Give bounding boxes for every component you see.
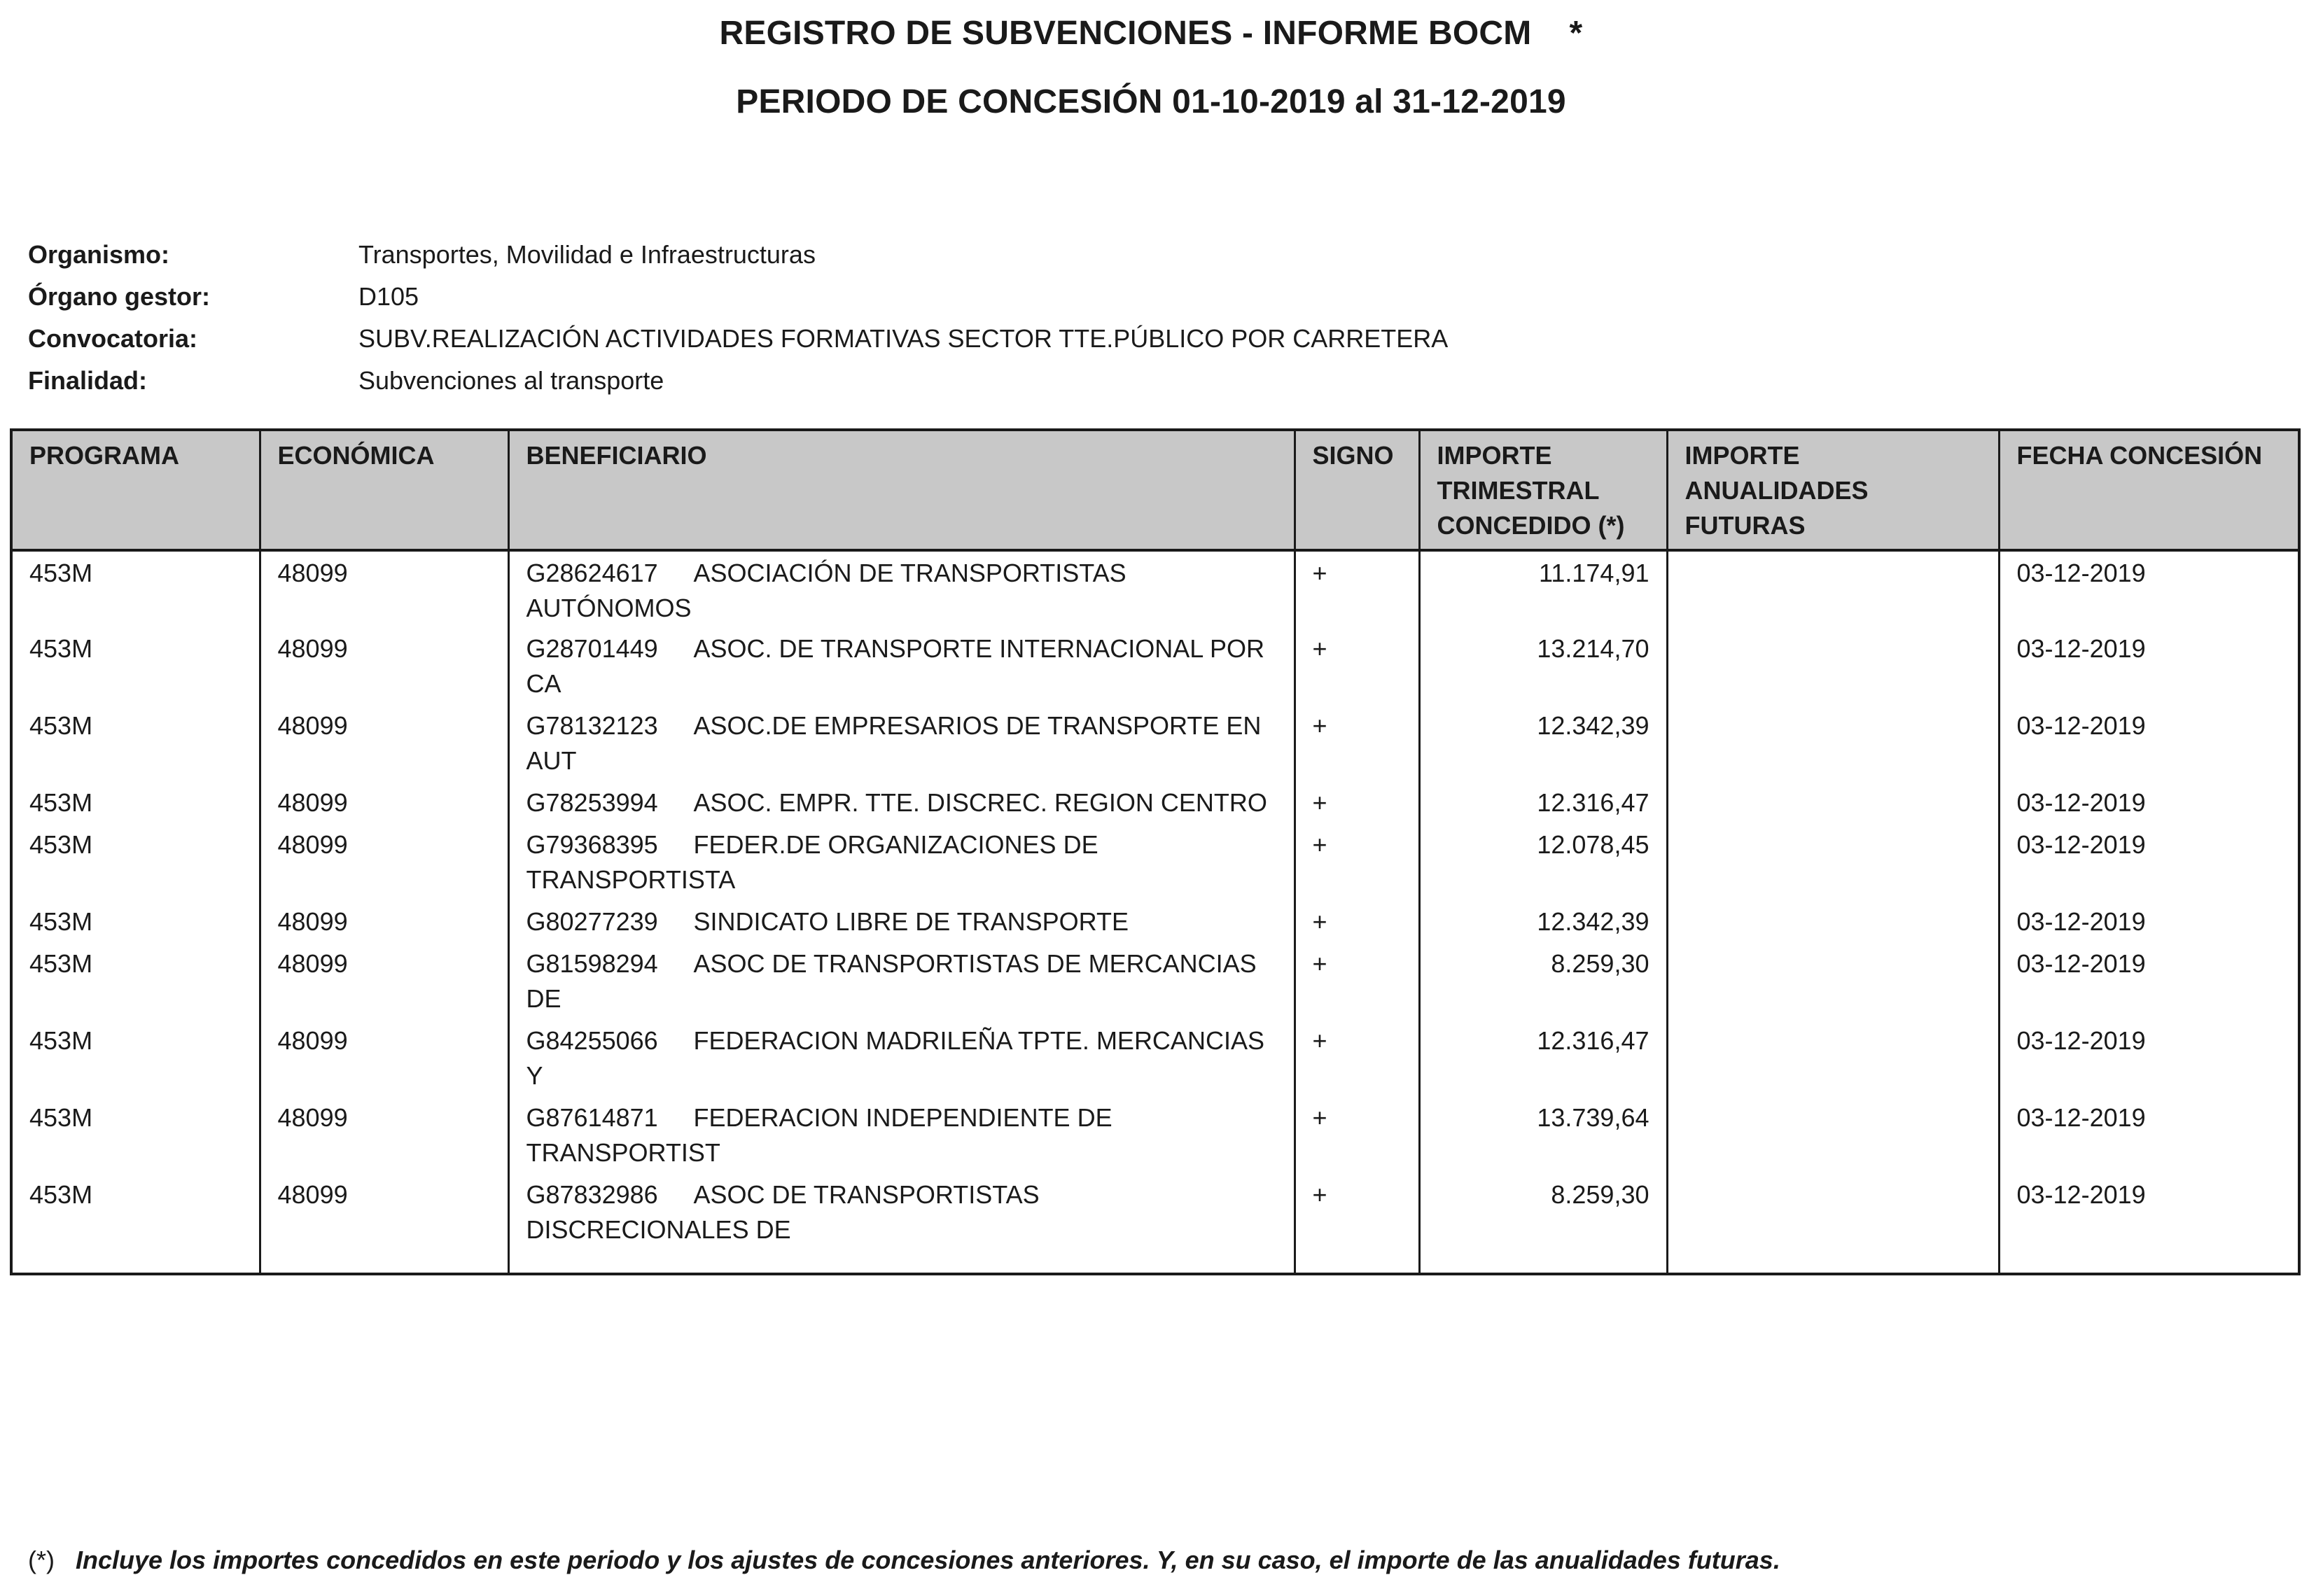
cell-fecha: 03-12-2019 [1999, 781, 2299, 823]
cell-anualidades [1667, 1173, 1999, 1250]
beneficiario-nif: G87614871 [526, 1103, 658, 1132]
cell-signo: + [1295, 1173, 1419, 1250]
cell-economica: 48099 [260, 704, 508, 781]
cell-programa: 453M [11, 1096, 260, 1173]
header-anual-line2: ANUALIDADES [1684, 476, 1869, 505]
header-beneficiario: BENEFICIARIO [508, 430, 1295, 550]
cell-economica: 48099 [260, 781, 508, 823]
table-row [11, 823, 2299, 900]
cell-beneficiario [508, 900, 1295, 942]
table-row [11, 704, 2299, 781]
cell-beneficiario [508, 823, 1295, 900]
cell-signo: + [1295, 823, 1419, 900]
cell-importe: 12.342,39 [1419, 900, 1667, 942]
meta-row-convocatoria [28, 318, 1448, 360]
convocatoria-label: Convocatoria: [28, 324, 198, 353]
cell-anualidades [1667, 550, 1999, 627]
cell-signo: + [1295, 1019, 1419, 1096]
cell-importe: 12.078,45 [1419, 823, 1667, 900]
cell-anualidades [1667, 900, 1999, 942]
cell-fecha: 03-12-2019 [1999, 1173, 2299, 1250]
table-row [11, 942, 2299, 1019]
cell-anualidades [1667, 781, 1999, 823]
beneficiario-line2: DISCRECIONALES DE [526, 1215, 791, 1244]
beneficiario-line1 [526, 556, 1277, 591]
cell-importe: 11.174,91 [1419, 550, 1667, 627]
beneficiario-nif: G81598294 [526, 949, 658, 978]
beneficiario-line2: CA [526, 669, 561, 698]
table-row [11, 1096, 2299, 1173]
footnote-text: Incluye los importes concedidos en este periodo y los ajustes de concesiones anteriores. Y, en su caso, el importe de las anualidades futuras. [76, 1546, 1780, 1574]
beneficiario-line1 [526, 1100, 1277, 1135]
beneficiario-nombre: ASOC DE TRANSPORTISTAS DE MERCANCIAS [693, 949, 1257, 978]
table-header-row [11, 430, 2299, 550]
report-metadata [28, 234, 1448, 402]
cell-anualidades [1667, 823, 1999, 900]
cell-beneficiario [508, 550, 1295, 627]
beneficiario-nif: G78253994 [526, 788, 658, 817]
beneficiario-line1 [526, 904, 1277, 939]
beneficiario-line2: DE [526, 984, 561, 1013]
cell-fecha: 03-12-2019 [1999, 1096, 2299, 1173]
cell-beneficiario [508, 704, 1295, 781]
beneficiario-line2: TRANSPORTIST [526, 1138, 720, 1167]
beneficiario-line1 [526, 827, 1277, 862]
beneficiario-line2: Y [526, 1061, 543, 1090]
report-title: REGISTRO DE SUBVENCIONES - INFORME BOCM * [719, 15, 1583, 52]
cell-signo: + [1295, 900, 1419, 942]
beneficiario-nif: G78132123 [526, 711, 658, 740]
cell-beneficiario [508, 942, 1295, 1019]
header-anualidades-futuras [1667, 430, 1999, 550]
organo-gestor-label: Órgano gestor: [28, 282, 211, 311]
header-anual-line3: FUTURAS [1684, 511, 1806, 540]
cell-fecha: 03-12-2019 [1999, 704, 2299, 781]
beneficiario-line2: AUT [526, 746, 577, 775]
cell-importe: 8.259,30 [1419, 942, 1667, 1019]
cell-programa: 453M [11, 781, 260, 823]
cell-economica: 48099 [260, 550, 508, 627]
beneficiario-line2: TRANSPORTISTA [526, 865, 736, 894]
beneficiario-nombre: FEDERACION INDEPENDIENTE DE [693, 1103, 1112, 1132]
cell-economica: 48099 [260, 823, 508, 900]
beneficiario-nombre: FEDER.DE ORGANIZACIONES DE [693, 830, 1098, 859]
cell-programa: 453M [11, 1019, 260, 1096]
beneficiario-line1 [526, 631, 1277, 666]
header-importe-line3: CONCEDIDO (*) [1437, 511, 1625, 540]
beneficiario-nombre: FEDERACION MADRILEÑA TPTE. MERCANCIAS [693, 1026, 1264, 1055]
cell-importe: 12.316,47 [1419, 1019, 1667, 1096]
cell-importe: 13.214,70 [1419, 627, 1667, 704]
beneficiario-nif: G28701449 [526, 634, 658, 663]
beneficiario-line1 [526, 1177, 1277, 1212]
header-programa: PROGRAMA [11, 430, 260, 550]
cell-importe: 8.259,30 [1419, 1173, 1667, 1250]
cell-signo: + [1295, 942, 1419, 1019]
cell-importe: 13.739,64 [1419, 1096, 1667, 1173]
cell-fecha: 03-12-2019 [1999, 942, 2299, 1019]
header-importe-trimestral [1419, 430, 1667, 550]
cell-programa: 453M [11, 823, 260, 900]
table-row [11, 550, 2299, 627]
cell-beneficiario [508, 1173, 1295, 1250]
cell-beneficiario [508, 781, 1295, 823]
header-signo: SIGNO [1295, 430, 1419, 550]
finalidad-value: Subvenciones al transporte [358, 366, 664, 395]
beneficiario-nif: G80277239 [526, 907, 658, 936]
cell-signo: + [1295, 1096, 1419, 1173]
beneficiario-nombre: ASOCIACIÓN DE TRANSPORTISTAS [693, 559, 1126, 587]
footnote-mark: (*) [28, 1546, 55, 1574]
cell-fecha: 03-12-2019 [1999, 823, 2299, 900]
cell-fecha: 03-12-2019 [1999, 1019, 2299, 1096]
cell-fecha: 03-12-2019 [1999, 550, 2299, 627]
cell-importe: 12.342,39 [1419, 704, 1667, 781]
table-filler-row [11, 1250, 2299, 1274]
finalidad-label: Finalidad: [28, 366, 147, 395]
cell-fecha: 03-12-2019 [1999, 900, 2299, 942]
cell-economica: 48099 [260, 1096, 508, 1173]
cell-beneficiario [508, 627, 1295, 704]
cell-beneficiario [508, 1019, 1295, 1096]
header-importe-line1: IMPORTE [1437, 441, 1552, 470]
footnote [28, 1546, 1780, 1575]
beneficiario-nif: G84255066 [526, 1026, 658, 1055]
cell-anualidades [1667, 704, 1999, 781]
cell-programa: 453M [11, 942, 260, 1019]
beneficiario-line1 [526, 785, 1277, 820]
meta-row-organo-gestor [28, 276, 1448, 318]
beneficiario-line1 [526, 708, 1277, 743]
cell-anualidades [1667, 1019, 1999, 1096]
cell-economica: 48099 [260, 942, 508, 1019]
beneficiario-nombre: ASOC DE TRANSPORTISTAS [693, 1180, 1040, 1209]
organo-gestor-value: D105 [358, 282, 419, 311]
beneficiario-nombre: ASOC. EMPR. TTE. DISCREC. REGION CENTRO [693, 788, 1267, 817]
cell-signo: + [1295, 781, 1419, 823]
header-importe-line2: TRIMESTRAL [1437, 476, 1600, 505]
convocatoria-value: SUBV.REALIZACIÓN ACTIVIDADES FORMATIVAS SECTOR TTE.PÚBLICO POR CARRETERA [358, 324, 1449, 353]
table-row [11, 627, 2299, 704]
cell-programa: 453M [11, 550, 260, 627]
cell-programa: 453M [11, 704, 260, 781]
cell-economica: 48099 [260, 900, 508, 942]
header-anual-line1: IMPORTE [1684, 441, 1800, 470]
cell-signo: + [1295, 704, 1419, 781]
table-row [11, 1019, 2299, 1096]
beneficiario-line1 [526, 946, 1277, 981]
beneficiario-line2: AUTÓNOMOS [526, 594, 692, 622]
organismo-label: Organismo: [28, 240, 170, 269]
beneficiario-nif: G79368395 [526, 830, 658, 859]
beneficiario-line1 [526, 1023, 1277, 1058]
cell-signo: + [1295, 550, 1419, 627]
cell-anualidades [1667, 942, 1999, 1019]
meta-row-organismo [28, 234, 1448, 276]
organismo-value: Transportes, Movilidad e Infraestructuras [358, 240, 816, 269]
cell-economica: 48099 [260, 627, 508, 704]
meta-row-finalidad [28, 360, 1448, 402]
cell-programa: 453M [11, 627, 260, 704]
beneficiario-nif: G28624617 [526, 559, 658, 587]
beneficiario-nombre: ASOC. DE TRANSPORTE INTERNACIONAL POR [693, 634, 1264, 663]
table-row [11, 1173, 2299, 1250]
cell-programa: 453M [11, 900, 260, 942]
cell-importe: 12.316,47 [1419, 781, 1667, 823]
table-row [11, 900, 2299, 942]
cell-fecha: 03-12-2019 [1999, 627, 2299, 704]
beneficiario-nombre: SINDICATO LIBRE DE TRANSPORTE [693, 907, 1129, 936]
table-row [11, 781, 2299, 823]
cell-economica: 48099 [260, 1019, 508, 1096]
header-economica: ECONÓMICA [260, 430, 508, 550]
subsidies-table [10, 428, 2301, 1275]
cell-programa: 453M [11, 1173, 260, 1250]
beneficiario-nombre: ASOC.DE EMPRESARIOS DE TRANSPORTE EN [693, 711, 1262, 740]
beneficiario-nif: G87832986 [526, 1180, 658, 1209]
report-period: PERIODO DE CONCESIÓN 01-10-2019 al 31-12-2019 [736, 83, 1566, 120]
header-fecha-concesion: FECHA CONCESIÓN [1999, 430, 2299, 550]
cell-anualidades [1667, 627, 1999, 704]
cell-anualidades [1667, 1096, 1999, 1173]
cell-signo: + [1295, 627, 1419, 704]
cell-economica: 48099 [260, 1173, 508, 1250]
cell-beneficiario [508, 1096, 1295, 1173]
